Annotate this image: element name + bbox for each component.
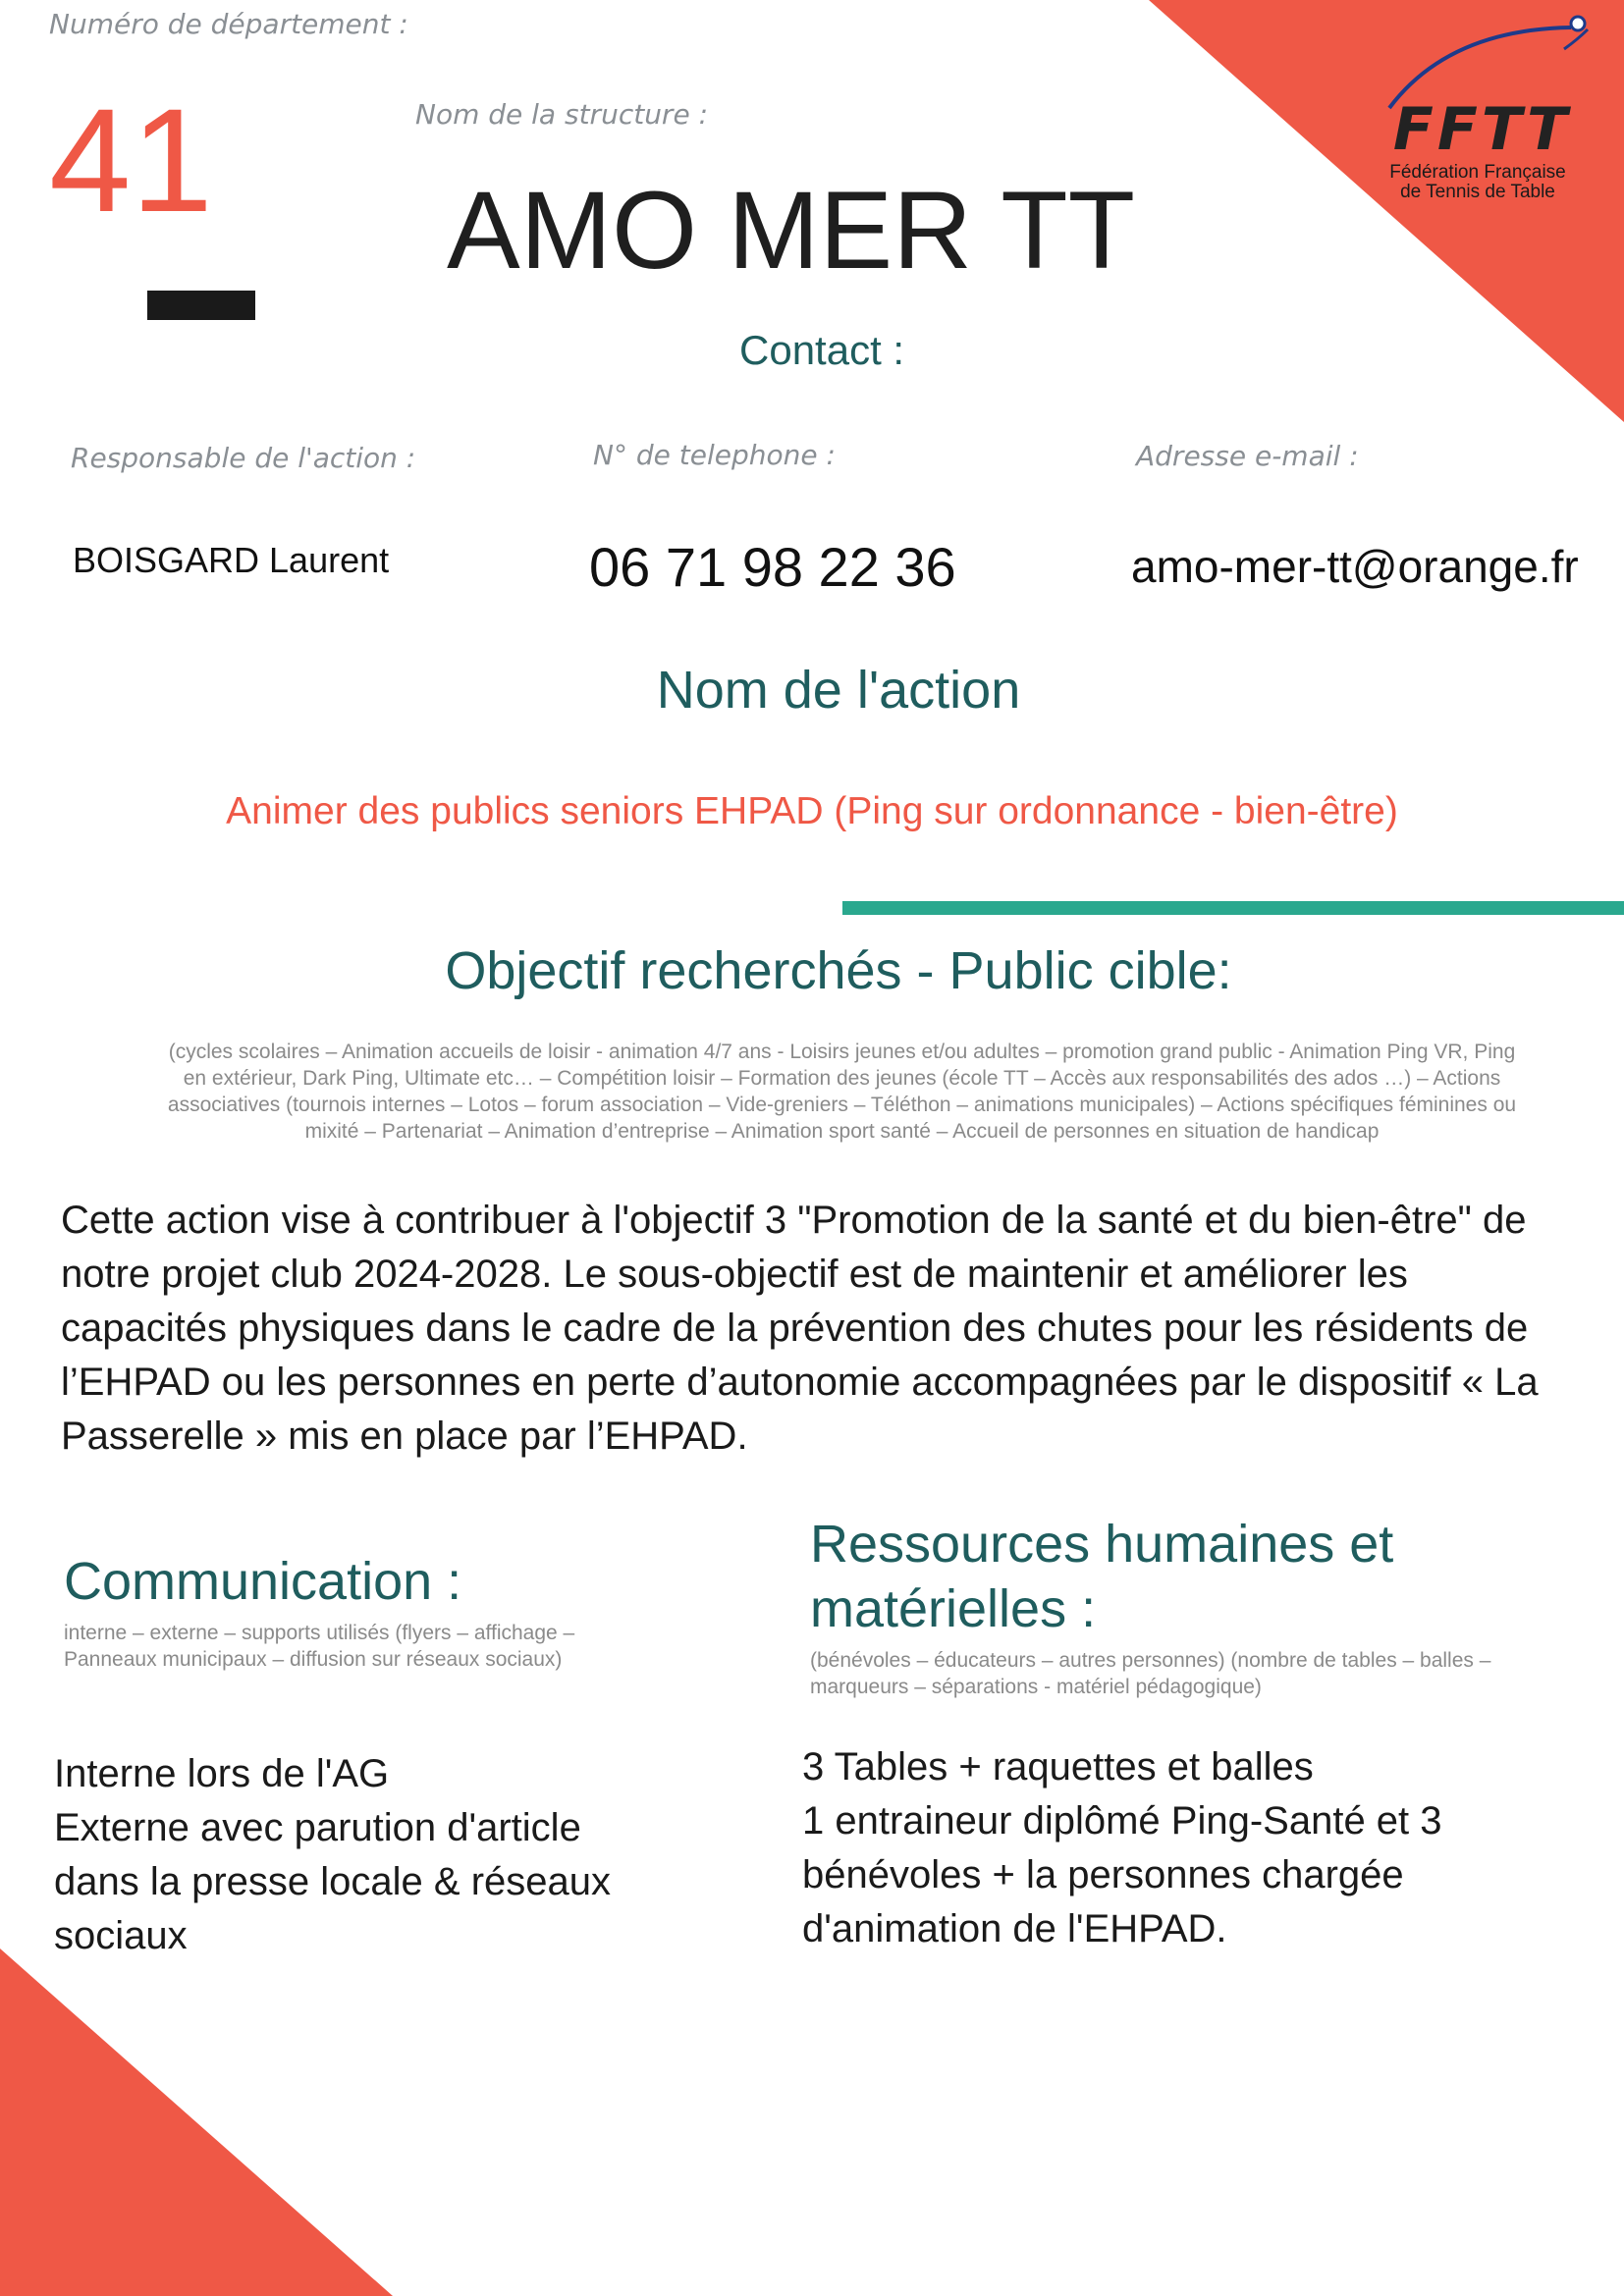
ressources-line-1: 3 Tables + raquettes et balles	[802, 1745, 1314, 1789]
communication-line-2: Externe avec parution d'article	[54, 1806, 581, 1849]
email-label: Adresse e-mail :	[1136, 440, 1359, 472]
ressources-title-line-1: Ressources humaines et	[810, 1515, 1394, 1574]
email-address: amo-mer-tt@orange.fr	[1131, 541, 1579, 592]
ressources-title	[810, 1512, 1393, 1641]
dept-number: 41	[49, 78, 213, 242]
communication-line-3: dans la presse locale & réseaux	[54, 1860, 611, 1903]
bottom-left-red-triangle	[0, 1949, 393, 2296]
communication-line-4: sociaux	[54, 1914, 188, 1957]
phone-number: 06 71 98 22 36	[589, 536, 956, 598]
communication-line-1: Interne lors de l'AG	[54, 1752, 390, 1795]
divider-bar	[842, 901, 1624, 915]
ressources-lines	[802, 1740, 1588, 1956]
action-name: Animer des publics seniors EHPAD (Ping sur ordonnance - bien-être)	[226, 790, 1398, 832]
structure-label: Nom de la structure :	[415, 98, 709, 131]
communication-hint: interne – externe – supports utilisés (flyers – affichage – Panneaux municipaux – diffusion sur réseaux sociaux)	[64, 1622, 575, 1671]
contact-title: Contact :	[739, 327, 905, 373]
responsable-label: Responsable de l'action :	[71, 442, 416, 474]
communication-lines	[54, 1747, 761, 1963]
phone-label: N° de telephone :	[593, 439, 836, 471]
ressources-hint: (bénévoles – éducateurs – autres personnes) (nombre de tables – balles – marqueurs – séparations - matériel pédagogique)	[810, 1649, 1491, 1698]
ressources-line-3: bénévoles + la personnes chargée	[802, 1853, 1404, 1896]
objectif-text: Cette action vise à contribuer à l'objectif 3 "Promotion de la santé et du bien-être" de notre projet club 2024-2028. Le sous-objectif est de maintenir et améliorer les capacités physiques dans le cadre de la prévention des chutes pour les résidents de l’EHPAD ou les personnes en perte d’autonomie accompagnées par le dispositif « La Passerelle » mis en place par l’EHPAD.	[61, 1199, 1539, 1458]
dept-label: Numéro de département :	[49, 8, 408, 40]
fftt-logo-line1: Fédération Française	[1389, 162, 1566, 183]
objectif-title: Objectif recherchés - Public cible:	[445, 941, 1232, 1000]
dept-underline	[147, 291, 255, 320]
ressources-line-2: 1 entraineur diplômé Ping-Santé et 3	[802, 1799, 1442, 1842]
responsable-name: BOISGARD Laurent	[73, 540, 390, 580]
fftt-logo-letters: FFTT	[1392, 95, 1572, 164]
fftt-logo	[1360, 10, 1596, 206]
ressources-line-4: d'animation de l'EHPAD.	[802, 1907, 1227, 1950]
structure-name: AMO MER TT	[447, 169, 1136, 292]
fftt-logo-line2: de Tennis de Table	[1400, 182, 1555, 202]
ressources-title-line-2: matérielles :	[810, 1579, 1097, 1638]
objectif-hint: (cycles scolaires – Animation accueils de loisir - animation 4/7 ans - Loisirs jeunes et/ou adultes – promotion grand public - Animation Ping VR, Ping en extérieur, Dark Ping, Ultimate etc… – Compétition loisir – Formation des jeunes (école TT – Accès aux responsabilités des ados …) – Actions associatives (tournois internes – Lotos – forum association – Vide-greniers – Téléthon – animations municipales) – Actions spécifiques féminines ou mixité – Partenariat – Animation d’entreprise – Animation sport santé – Accueil de personnes en situation de handicap	[167, 1041, 1517, 1143]
action-title: Nom de l'action	[656, 661, 1021, 720]
communication-title: Communication :	[64, 1552, 462, 1611]
